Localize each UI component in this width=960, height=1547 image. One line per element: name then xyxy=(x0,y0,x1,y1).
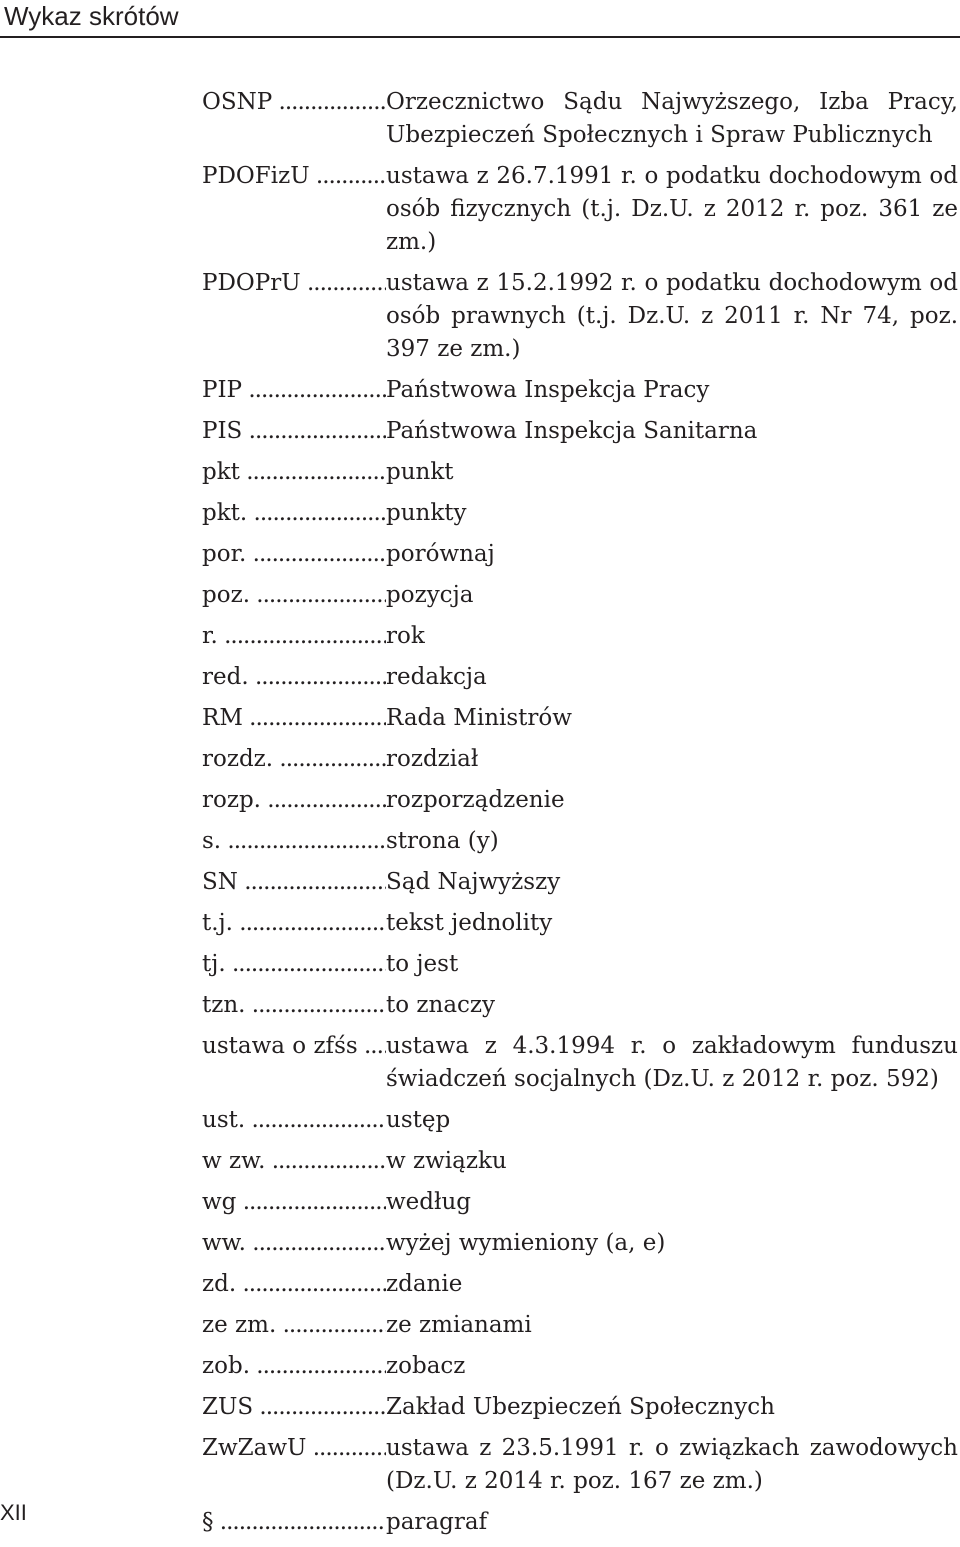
abbreviation-definition: to jest xyxy=(386,951,459,977)
abbreviation-term: poz. ..... xyxy=(202,579,386,612)
abbreviation-definition: to znaczy xyxy=(386,992,496,1018)
abbreviation-term: pkt ..... xyxy=(202,456,386,489)
abbreviation-term: por. ..... xyxy=(202,538,386,571)
abbreviation-term: ww. ..... xyxy=(202,1227,386,1260)
list-item xyxy=(202,267,958,366)
abbreviation-definition: według xyxy=(386,1189,472,1215)
list-item xyxy=(202,1391,958,1424)
abbreviation-term: PDOPrU ..... xyxy=(202,267,386,300)
abbreviation-definition: Orzecznictwo Sądu Najwyższego, Izba Pracy, Ubezpieczeń Społecznych i Spraw Publicznych xyxy=(386,89,958,148)
list-item xyxy=(202,866,958,899)
list-item xyxy=(202,160,958,259)
abbreviation-definition: pozycja xyxy=(386,582,474,608)
abbreviation-term: ZwZawU ..... xyxy=(202,1432,386,1465)
abbreviation-term: SN ..... xyxy=(202,866,386,899)
list-item xyxy=(202,1030,958,1096)
list-item xyxy=(202,661,958,694)
abbreviation-term: t.j. ..... xyxy=(202,907,386,940)
abbreviation-definition: Zakład Ubezpieczeń Społecznych xyxy=(386,1394,775,1420)
abbreviation-term: wg ..... xyxy=(202,1186,386,1219)
abbreviation-definition: Państwowa Inspekcja Sanitarna xyxy=(386,418,758,444)
abbreviation-term: PIS ..... xyxy=(202,415,386,448)
abbreviation-term: ZUS ..... xyxy=(202,1391,386,1424)
list-item xyxy=(202,86,958,152)
abbreviation-definition: Państwowa Inspekcja Pracy xyxy=(386,377,710,403)
abbreviation-term: s. ..... xyxy=(202,825,386,858)
list-item xyxy=(202,579,958,612)
abbreviation-term: tzn. ..... xyxy=(202,989,386,1022)
abbreviation-definition: rozdział xyxy=(386,746,479,772)
list-item xyxy=(202,989,958,1022)
abbreviation-definition: rozporządzenie xyxy=(386,787,565,813)
abbreviation-definition: zdanie xyxy=(386,1271,463,1297)
abbreviation-term: rozdz. ..... xyxy=(202,743,386,776)
list-item xyxy=(202,702,958,735)
list-item xyxy=(202,1350,958,1383)
abbreviation-definition: punkty xyxy=(386,500,467,526)
abbreviation-definition: w związku xyxy=(386,1148,507,1174)
abbreviation-term: zob. ..... xyxy=(202,1350,386,1383)
abbreviation-definition: ustawa z 26.7.1991 r. o podatku dochodowym od osób fizycznych (t.j. Dz.U. z 2012 r. poz. 361 ze zm.) xyxy=(386,163,958,255)
list-item xyxy=(202,1432,958,1498)
abbreviation-term: RM ..... xyxy=(202,702,386,735)
abbreviation-term: § ..... xyxy=(202,1506,386,1539)
abbreviation-term: tj. ..... xyxy=(202,948,386,981)
abbreviation-term: ze zm. ..... xyxy=(202,1309,386,1342)
abbreviation-definition: Sąd Najwyższy xyxy=(386,869,561,895)
abbreviation-term: w zw. ..... xyxy=(202,1145,386,1178)
list-item xyxy=(202,825,958,858)
list-item xyxy=(202,1506,958,1539)
abbreviation-definition: strona (y) xyxy=(386,828,499,854)
list-item xyxy=(202,415,958,448)
page-number: XII xyxy=(0,1500,27,1525)
abbreviation-definition: redakcja xyxy=(386,664,487,690)
list-item xyxy=(202,1186,958,1219)
list-item xyxy=(202,1104,958,1137)
abbreviation-definition: rok xyxy=(386,623,425,649)
abbreviation-term: zd. ..... xyxy=(202,1268,386,1301)
list-item xyxy=(202,743,958,776)
abbreviation-list xyxy=(202,86,958,1547)
abbreviation-term: PDOFizU ..... xyxy=(202,160,386,193)
list-item xyxy=(202,538,958,571)
list-item xyxy=(202,948,958,981)
abbreviation-definition: zobacz xyxy=(386,1353,466,1379)
abbreviation-term: PIP ..... xyxy=(202,374,386,407)
abbreviation-definition: tekst jednolity xyxy=(386,910,553,936)
list-item xyxy=(202,374,958,407)
abbreviation-definition: ustawa z 23.5.1991 r. o związkach zawodowych (Dz.U. z 2014 r. poz. 167 ze zm.) xyxy=(386,1435,958,1494)
abbreviation-term: rozp. ..... xyxy=(202,784,386,817)
list-item xyxy=(202,620,958,653)
list-item xyxy=(202,497,958,530)
abbreviation-definition: porównaj xyxy=(386,541,495,567)
list-item xyxy=(202,1145,958,1178)
abbreviation-definition: Rada Ministrów xyxy=(386,705,572,731)
abbreviation-definition: ustęp xyxy=(386,1107,451,1133)
list-item xyxy=(202,456,958,489)
page-header xyxy=(0,0,960,34)
abbreviation-term: pkt. ..... xyxy=(202,497,386,530)
abbreviation-term: red. ..... xyxy=(202,661,386,694)
header-divider xyxy=(0,36,960,38)
list-item xyxy=(202,1268,958,1301)
list-item xyxy=(202,1309,958,1342)
list-item xyxy=(202,907,958,940)
abbreviation-definition: ustawa z 4.3.1994 r. o zakładowym funduszu świadczeń socjalnych (Dz.U. z 2012 r. poz. 592) xyxy=(386,1033,958,1092)
abbreviation-term: r. ..... xyxy=(202,620,386,653)
abbreviation-term: ust. ..... xyxy=(202,1104,386,1137)
abbreviation-definition: ze zmianami xyxy=(386,1312,532,1338)
abbreviation-definition: punkt xyxy=(386,459,454,485)
abbreviation-definition: paragraf xyxy=(386,1509,488,1535)
abbreviation-term: OSNP ..... xyxy=(202,86,386,119)
list-item xyxy=(202,1227,958,1260)
abbreviation-definition: ustawa z 15.2.1992 r. o podatku dochodowym od osób prawnych (t.j. Dz.U. z 2011 r. Nr 74, poz. 397 ze zm.) xyxy=(386,270,958,362)
abbreviation-term: ustawa o zfśs ..... xyxy=(202,1030,386,1063)
list-item xyxy=(202,784,958,817)
page-title: Wykaz skrótów xyxy=(4,1,179,31)
abbreviation-definition: wyżej wymieniony (a, e) xyxy=(386,1230,666,1256)
